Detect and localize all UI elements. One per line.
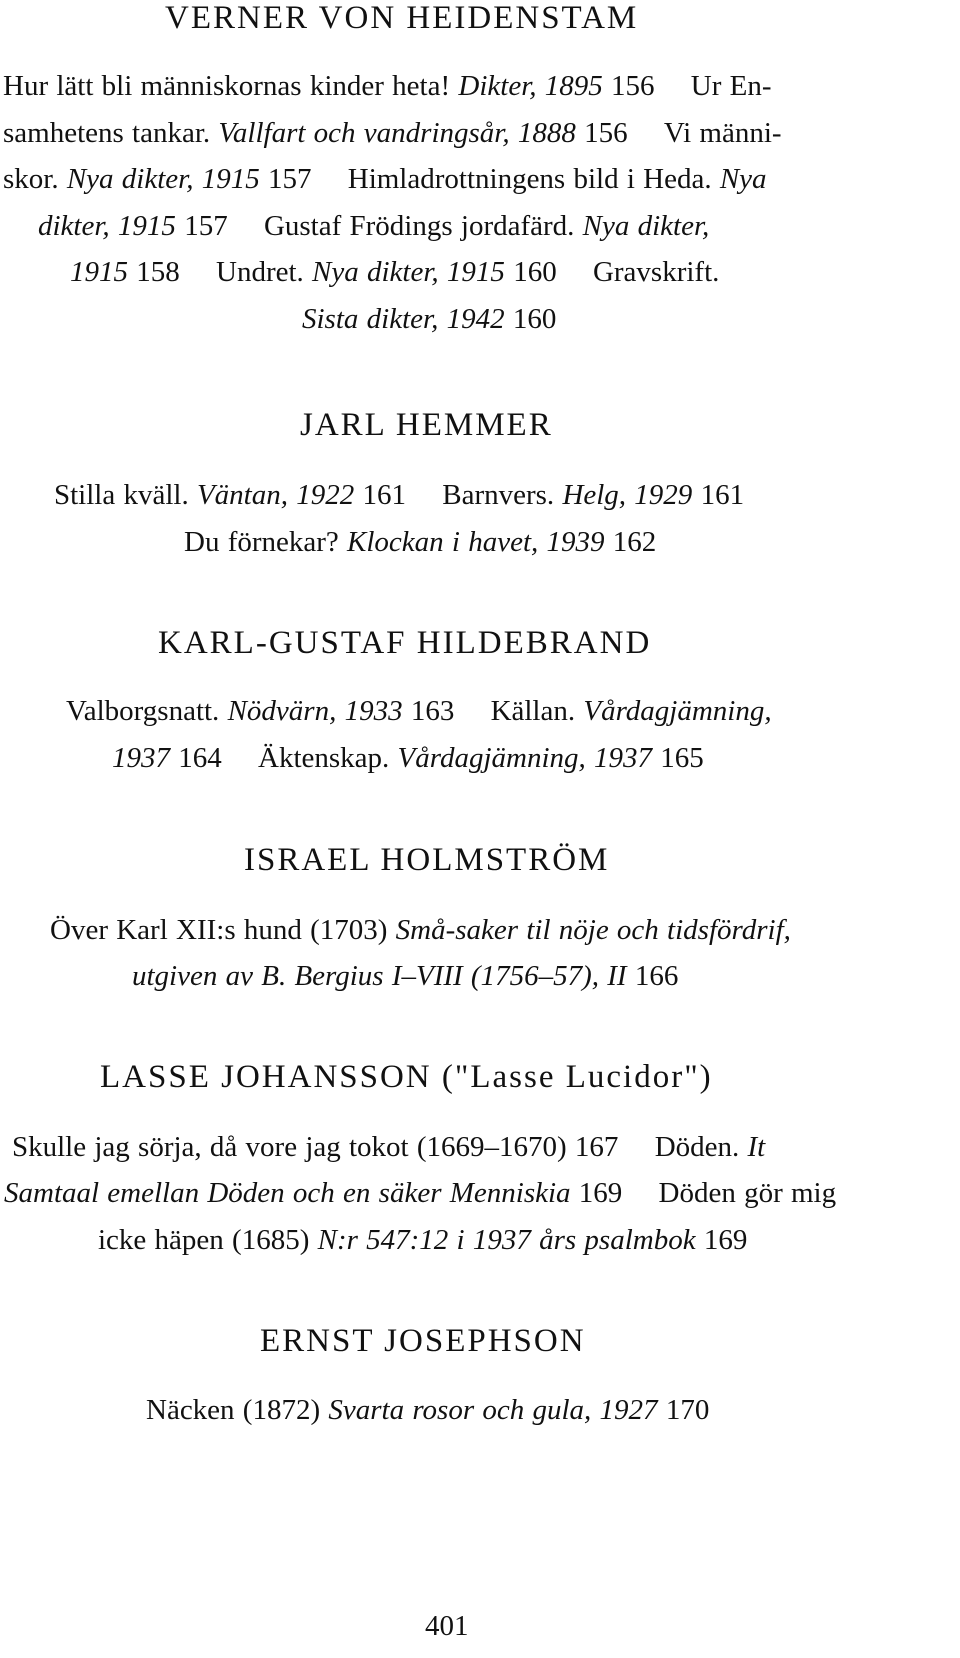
entry-text: Döden. bbox=[654, 1131, 748, 1163]
entry-source: N:r 547:12 i 1937 års psalmbok bbox=[317, 1224, 696, 1256]
entry-text: Ur En- bbox=[690, 70, 772, 102]
entry-line bbox=[146, 1394, 709, 1427]
entry-source: 1937 bbox=[112, 742, 170, 774]
entry-page: 156 bbox=[602, 70, 663, 102]
entry-line bbox=[112, 742, 704, 775]
entry-page: 160 bbox=[504, 303, 557, 335]
entry-source: Små-saker til nöje och tidsfördrif, bbox=[395, 914, 791, 946]
entry-source: Nya dikter, 1915 bbox=[66, 163, 260, 195]
entry-text: Gustaf Frödings jordafärd. bbox=[263, 210, 583, 242]
entry-text: Stilla kväll. bbox=[54, 479, 197, 511]
entry-page: 157 bbox=[259, 163, 320, 195]
entry-source: Nya bbox=[719, 163, 767, 195]
entry-text: Döden gör mig bbox=[658, 1177, 837, 1209]
entry-page: 170 bbox=[657, 1394, 710, 1426]
page-number: 401 bbox=[425, 1610, 469, 1642]
entry-source: Väntan, 1922 bbox=[196, 479, 355, 511]
author-heading: ISRAEL HOLMSTRÖM bbox=[244, 842, 610, 878]
entry-source: Nya dikter, bbox=[582, 210, 710, 242]
entry-page: 157 bbox=[175, 210, 236, 242]
entry-line bbox=[98, 1224, 747, 1257]
entry-line bbox=[132, 960, 678, 993]
entry-line bbox=[3, 70, 772, 103]
entry-text: icke häpen (1685) bbox=[98, 1224, 318, 1256]
entry-page: 169 bbox=[695, 1224, 748, 1256]
entry-page: 164 bbox=[170, 742, 230, 774]
author-heading: JARL HEMMER bbox=[300, 407, 553, 443]
entry-page: 161 bbox=[354, 479, 415, 511]
entry-source: 1915 bbox=[70, 256, 128, 288]
entry-source: Vallfart och vandringsår, 1888 bbox=[218, 117, 576, 149]
entry-page: 161 bbox=[692, 479, 745, 511]
entry-page: 158 bbox=[128, 256, 188, 288]
entry-source: dikter, 1915 bbox=[38, 210, 176, 242]
entry-page: 163 bbox=[402, 695, 463, 727]
entry-page: 156 bbox=[575, 117, 636, 149]
entry-text: Barnvers. bbox=[442, 479, 563, 511]
entry-text: Hur lätt bli människornas kinder heta! bbox=[3, 70, 459, 102]
entry-source: Nödvärn, 1933 bbox=[227, 695, 403, 727]
entry-page: 162 bbox=[604, 526, 657, 558]
entry-line bbox=[302, 303, 556, 336]
entry-text: Äktenskap. bbox=[258, 742, 398, 774]
entry-text: Valborgsnatt. bbox=[66, 695, 228, 727]
entry-line bbox=[66, 695, 772, 728]
entry-page: 165 bbox=[652, 742, 704, 774]
author-heading: KARL-GUSTAF HILDEBRAND bbox=[158, 625, 652, 661]
entry-text: Gravskrift. bbox=[592, 256, 720, 288]
author-heading: ERNST JOSEPHSON bbox=[260, 1323, 586, 1359]
entry-source: Vårdagjämning, bbox=[583, 695, 772, 727]
author-heading: LASSE JOHANSSON ("Lasse Lucidor") bbox=[100, 1059, 713, 1095]
entry-text: Över Karl XII:s hund (1703) bbox=[50, 914, 396, 946]
entry-source: Nya dikter, 1915 bbox=[312, 256, 505, 288]
entry-text: Vi männi- bbox=[663, 117, 782, 149]
entry-page: 169 bbox=[570, 1177, 631, 1209]
entry-page: 160 bbox=[504, 256, 565, 288]
entry-text: Skulle jag sörja, då vore jag tokot (1669–1670) 167 bbox=[12, 1131, 627, 1163]
entry-text: Himladrottningens bild i Heda. bbox=[347, 163, 720, 195]
entry-text: skor. bbox=[3, 163, 67, 195]
entry-source: Samtaal emellan Döden och en säker Menniskia bbox=[4, 1177, 571, 1209]
entry-line bbox=[54, 479, 744, 512]
entry-source: Sista dikter, 1942 bbox=[302, 303, 505, 335]
entry-source: Dikter, 1895 bbox=[458, 70, 603, 102]
entry-line bbox=[70, 256, 719, 289]
entry-line bbox=[4, 1177, 836, 1210]
entry-text: samhetens tankar. bbox=[3, 117, 219, 149]
entry-text: Näcken (1872) bbox=[146, 1394, 329, 1426]
entry-source: Helg, 1929 bbox=[562, 479, 693, 511]
entry-text: Du förnekar? bbox=[184, 526, 348, 558]
entry-line bbox=[38, 210, 709, 243]
entry-line bbox=[3, 117, 782, 150]
entry-page: 166 bbox=[626, 960, 679, 992]
entry-source: It bbox=[747, 1131, 766, 1163]
entry-line bbox=[3, 163, 767, 196]
entry-source: Klockan i havet, 1939 bbox=[347, 526, 605, 558]
entry-line bbox=[184, 526, 656, 559]
entry-source: Svarta rosor och gula, 1927 bbox=[328, 1394, 658, 1426]
entry-line bbox=[50, 914, 791, 947]
author-heading: VERNER VON HEIDENSTAM bbox=[165, 0, 639, 36]
entry-text: Undret. bbox=[216, 256, 313, 288]
entry-source: utgiven av B. Bergius I–VIII (1756–57), II bbox=[132, 960, 627, 992]
entry-source: Vårdagjämning, 1937 bbox=[397, 742, 653, 774]
entry-text: Källan. bbox=[490, 695, 584, 727]
entry-line bbox=[12, 1131, 765, 1164]
